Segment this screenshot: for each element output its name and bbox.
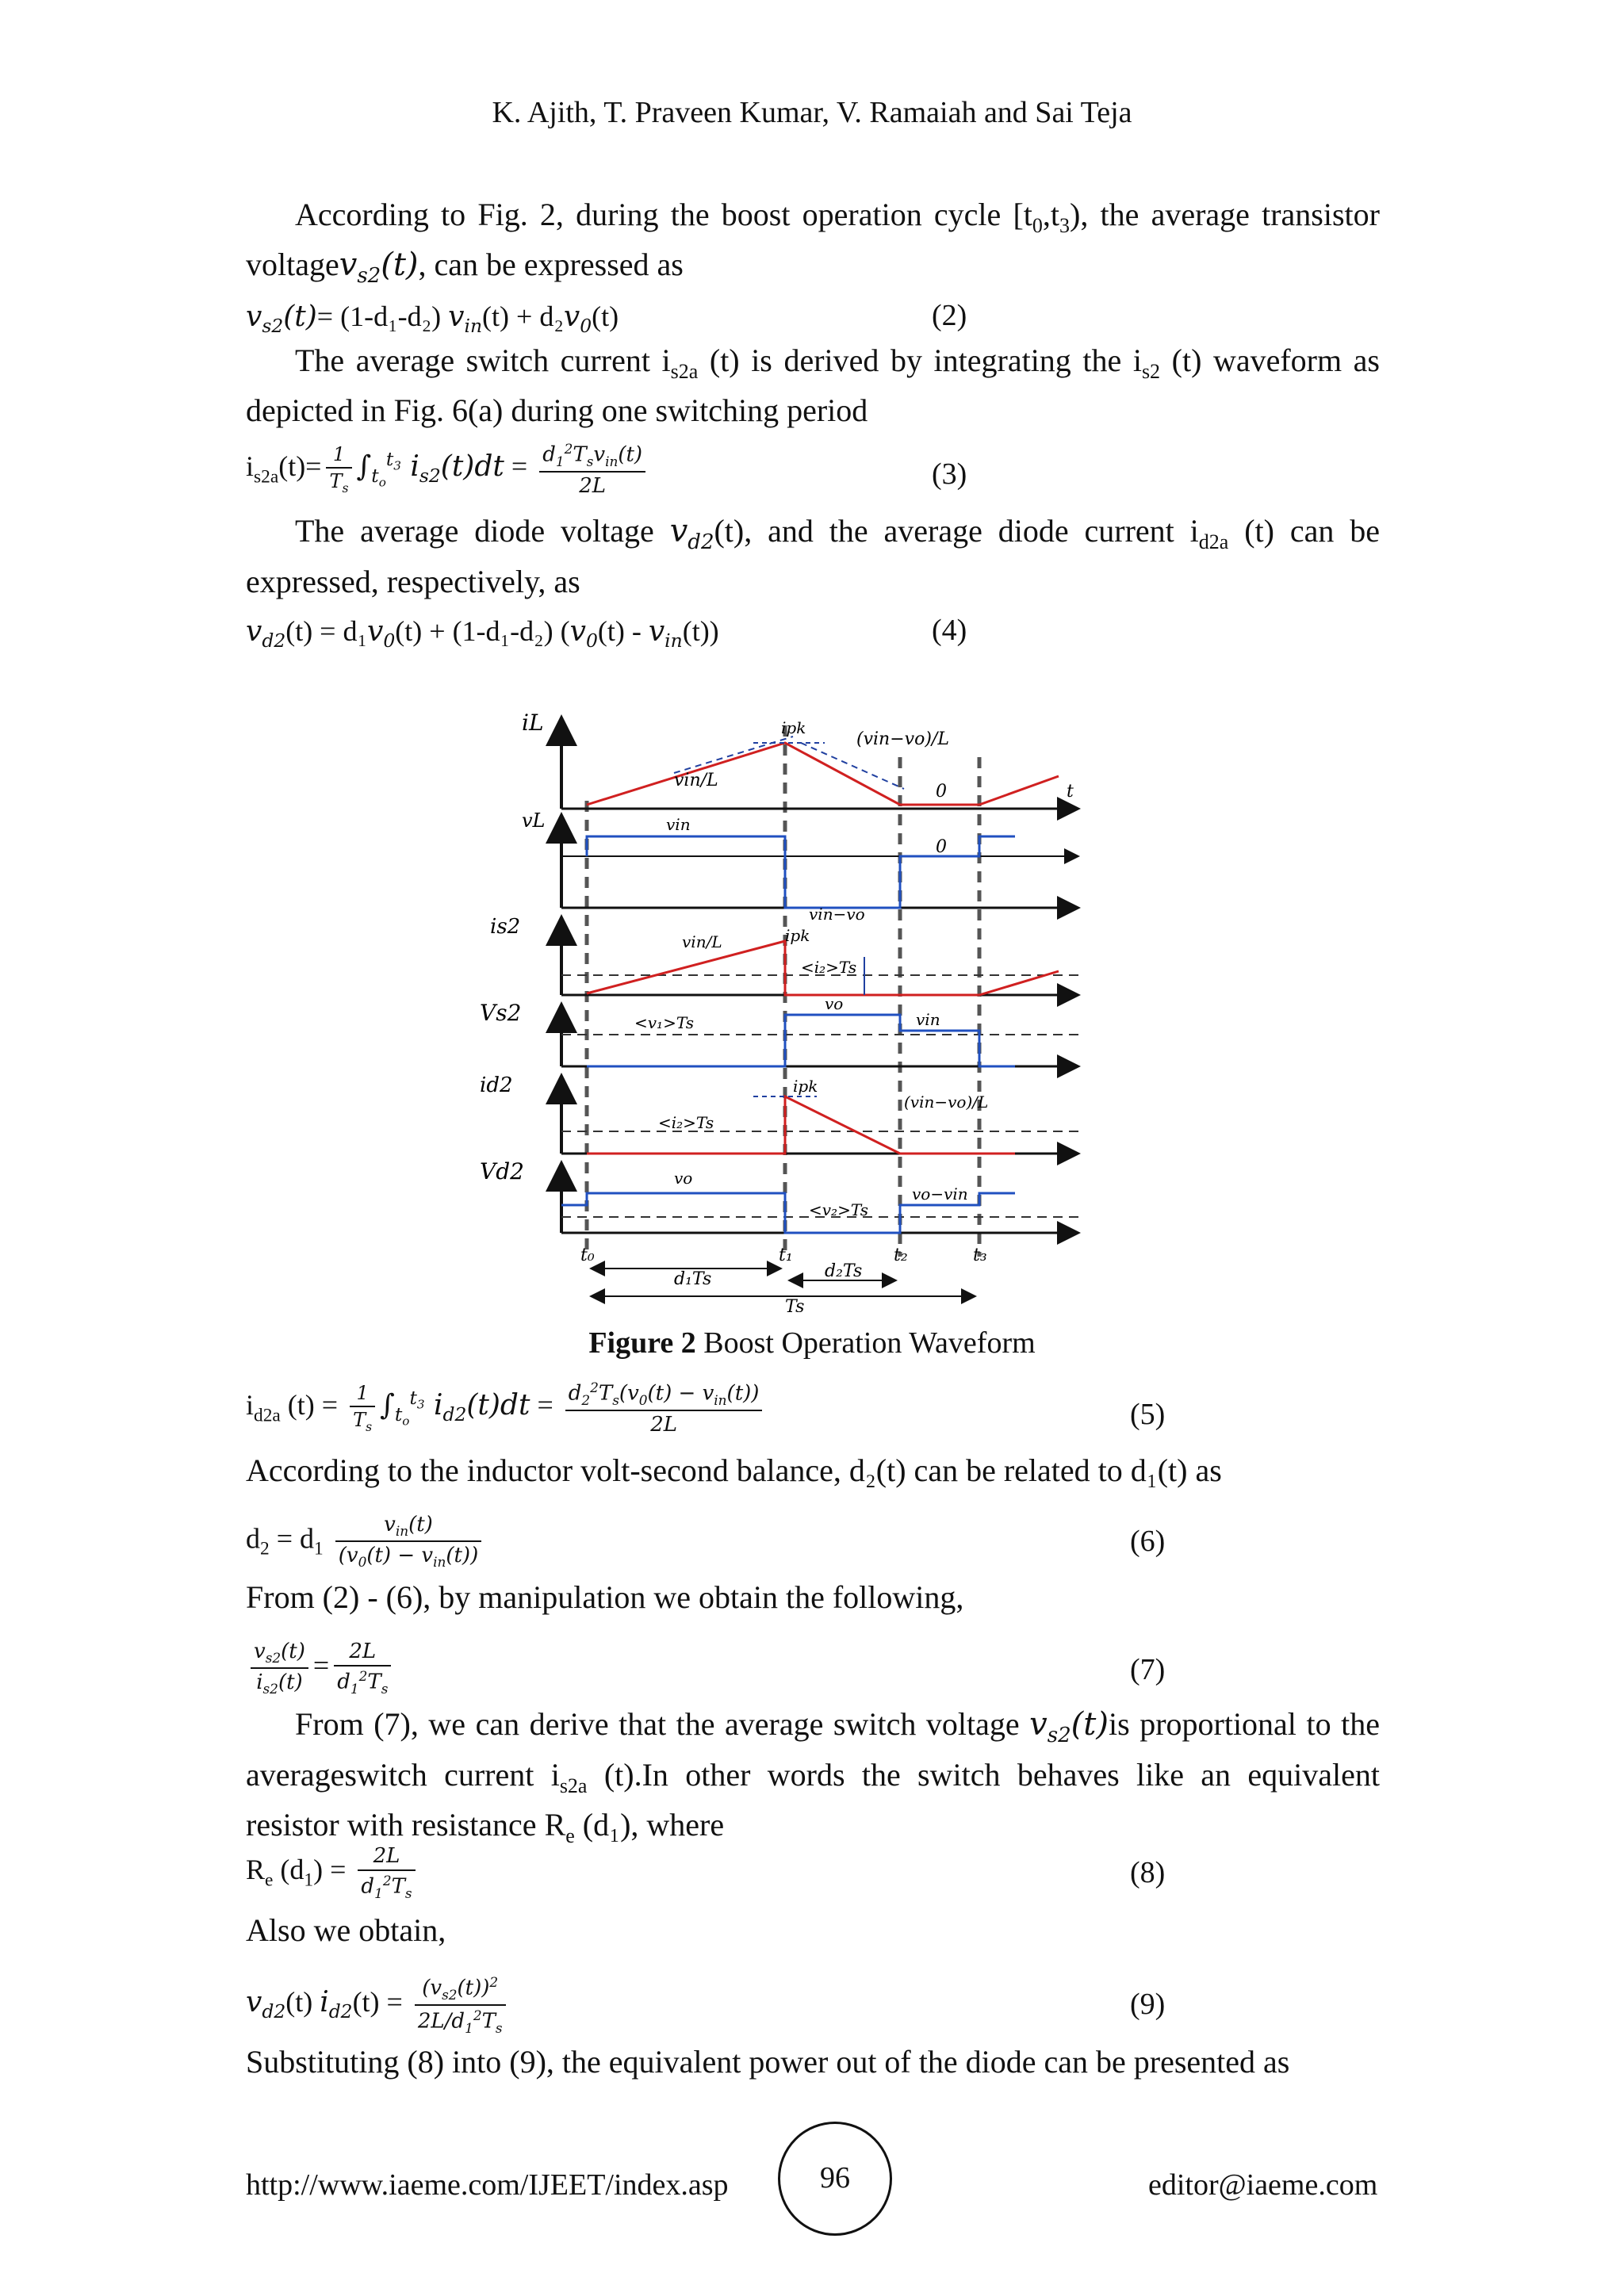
label-vin-vo: vin−vo: [809, 905, 865, 924]
equation-5: $i_{d2a}$ (t) = $\frac{1}{T_s}$ $\int_{t_o}^{t_3}$ $i_{d2}(t)dt$ = $\frac{d_2^2T_s(v_0(t) - v_{in}(t))}{2L}$: [246, 1380, 767, 1437]
label-vo-2: vo: [674, 1169, 693, 1188]
equation-number-4: (4): [932, 614, 967, 647]
figure-caption: Figure 2 Boost Operation Waveform: [588, 1326, 1036, 1360]
signal-vd2: [480, 1158, 1078, 1233]
signal-vs2: [480, 994, 1078, 1066]
label-zero-2: 0: [936, 837, 947, 857]
signal-id2: [480, 1073, 1078, 1154]
label-vo-1: vo: [825, 994, 844, 1013]
label-slope-vin-vo-2: (vin−vo)/L: [904, 1093, 989, 1112]
paragraph-manipulation: From (2) - (6), by manipulation we obtain the following,: [246, 1579, 964, 1615]
equation-6: $d_2 = d_1$ $\frac{v_{in}(t)}{(v_0(t) - v_{in}(t))}$: [246, 1513, 486, 1570]
equation-number-6: (6): [1130, 1525, 1166, 1558]
equation-3: $i_{s2a}(t)=$ $\frac{1}{T_s}$ $\int_{t_o}^{t_3}$ $i_{s2}(t)dt$ = $\frac{d_1^2T_sv_{in}(t)}{2L}$: [246, 441, 650, 498]
signal-vl: [522, 809, 1078, 908]
signal-il: [522, 710, 1078, 809]
equation-8: $R_e$ $(d_1)$ = $\frac{2L}{d_1^2T_s}$: [246, 1844, 420, 1901]
label-vin-2: vin: [916, 1010, 940, 1029]
label-slope-vin-2: vin/L: [682, 932, 722, 951]
equation-7: $\frac{v_{s2}(t)}{i_{s2}(t)}$ = $\frac{2L}{d_1^2T_s}$: [246, 1640, 396, 1697]
label-v2-avg: <v₂>Ts: [809, 1200, 868, 1219]
label-d1ts: d₁Ts: [674, 1269, 712, 1289]
label-ipk-1: ipk: [781, 718, 806, 737]
paragraph-also-obtain: Also we obtain,: [246, 1912, 446, 1948]
paragraph-boost-cycle: According to Fig. 2, during the boost operation cycle $[t_0,t_3)$, the average transistor voltagev$_{s2}$(t), can be expressed as: [246, 197, 1380, 288]
label-vs2: Vs2: [480, 1000, 522, 1026]
equation-number-2: (2): [932, 299, 967, 332]
equation-9: $v_{d2}(t) i_{d2}(t)$ = $\frac{(v_{s2}(t))^2}{2L/d_1^2T_s}$: [246, 1974, 511, 2036]
label-ipk-3: ipk: [793, 1077, 818, 1096]
paragraph-diode-quantities: The average diode voltage $v_{d2}(t)$, and the average diode current $i_{d2a}$ (t) can be expressed, respectively, as: [246, 513, 1381, 599]
label-t0: t₀: [580, 1246, 595, 1265]
footer-url-link[interactable]: http://www.iaeme.com/IJEET/index.asp: [246, 2168, 729, 2202]
label-t-axis: t: [1067, 782, 1074, 802]
label-ts: Ts: [785, 1297, 805, 1312]
label-id2: id2: [480, 1073, 513, 1097]
equation-number-3: (3): [932, 457, 967, 491]
equation-number-8: (8): [1130, 1856, 1166, 1889]
label-zero-1: 0: [936, 782, 947, 802]
equation-number-9: (9): [1130, 1988, 1166, 2021]
equation-2: $v_{s2}(t)= (1-d_1-d_2) v_{in}(t) + d_2v_0(t)$: [246, 300, 619, 338]
label-t1: t₁: [779, 1246, 793, 1265]
label-vd2: Vd2: [480, 1158, 524, 1184]
equation-4: $v_{d2}(t) = d_1v_0(t) + (1-d_1-d_2)$ $(v_0(t) - v_{in}(t))$: [246, 615, 719, 652]
label-slope-vin: vin/L: [674, 771, 718, 790]
page-number: 96: [778, 2122, 892, 2236]
label-i2-avg-1: <i₂>Ts: [801, 958, 857, 977]
label-t2: t₂: [894, 1246, 908, 1265]
label-d2ts: d₂Ts: [825, 1261, 863, 1281]
paragraph-volt-second-balance: According to the inductor volt-second balance, d₂(t) can be related to d₁(t) as: [246, 1452, 1222, 1488]
label-is2: is2: [490, 915, 521, 939]
paragraph-equivalent-resistor: From (7), we can derive that the average switch voltage $v_{s2}(t)is$ proportional to the averageswitch current $i_{s2a}$ (t).In other words the switch behaves like an equivalent resistor with resistance $R_e$ (d₁), where: [246, 1706, 1380, 1847]
label-slope-vin-vo: (vin−vo)/L: [856, 729, 949, 749]
equation-number-5: (5): [1130, 1398, 1166, 1431]
running-head: K. Ajith, T. Praveen Kumar, V. Ramaiah and Sai Teja: [492, 96, 1132, 129]
label-i2-avg-2: <i₂>Ts: [658, 1113, 714, 1132]
label-vo-vin: vo−vin: [912, 1184, 968, 1203]
label-vin-1: vin: [666, 815, 691, 834]
label-vl: vL: [522, 809, 546, 832]
label-v1-avg: <v₁>Ts: [634, 1013, 694, 1032]
paragraph-switch-current: The average switch current $i_{s2a}$ (t) is derived by integrating the $i_{s2}$ (t) waveform as depicted in Fig. 6(a) during one switching period: [246, 342, 1380, 428]
equation-number-7: (7): [1130, 1653, 1166, 1686]
boost-waveform-figure: [444, 710, 1094, 1312]
time-axis-annotations: [580, 1246, 987, 1312]
label-il: iL: [522, 710, 544, 736]
paragraph-substituting: Substituting (8) into (9), the equivalent power out of the diode can be presented as: [246, 2044, 1290, 2080]
label-t3: t₃: [973, 1246, 987, 1265]
footer-email-link[interactable]: editor@iaeme.com: [1148, 2168, 1378, 2202]
label-ipk-2: ipk: [785, 926, 810, 945]
